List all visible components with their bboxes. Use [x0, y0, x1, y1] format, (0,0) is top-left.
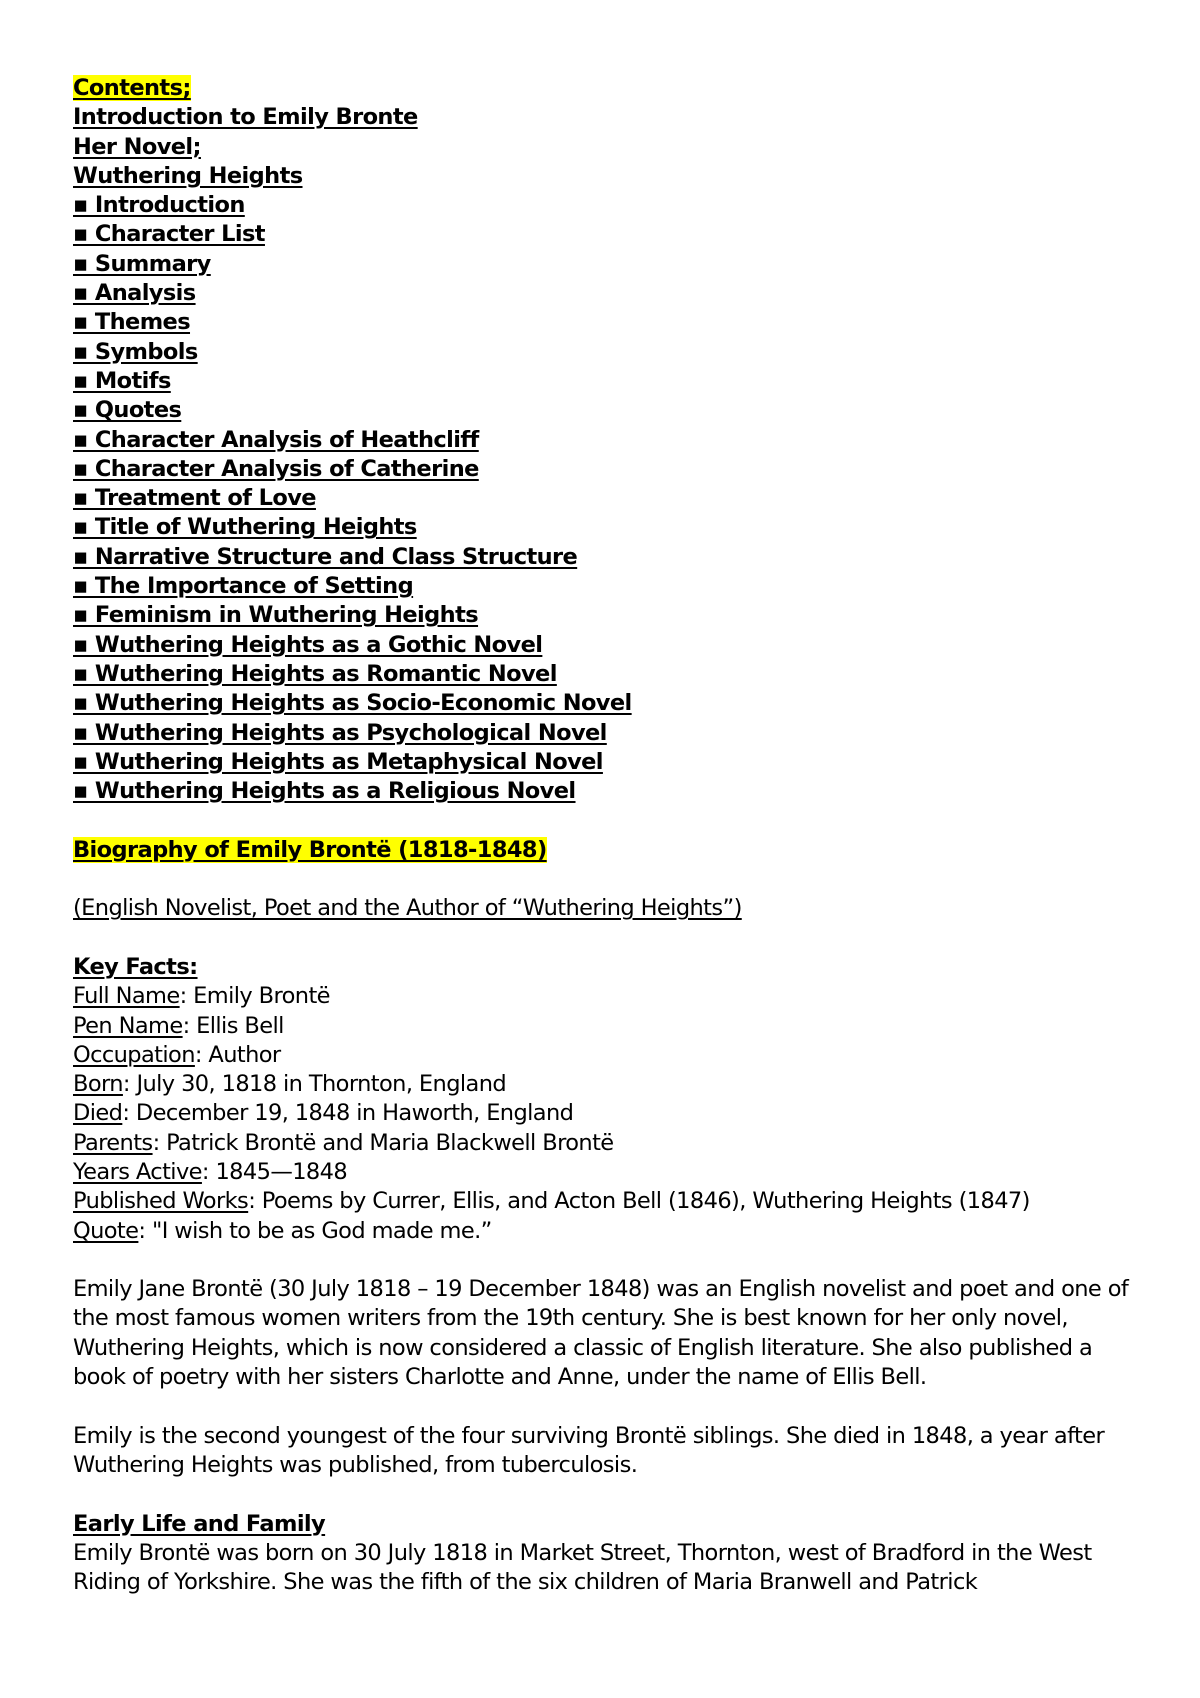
fact-row — [73, 1187, 1133, 1216]
contents-heading-line — [73, 74, 1133, 103]
fact-row — [73, 1158, 1133, 1187]
fact-label: Years Active — [73, 1158, 202, 1185]
fact-value: : Ellis Bell — [182, 1012, 284, 1039]
fact-label: Pen Name — [73, 1012, 183, 1039]
fact-value: : Author — [194, 1041, 281, 1068]
fact-row — [73, 1012, 1133, 1041]
key-facts-heading: Key Facts: — [73, 953, 198, 980]
fact-label: Parents — [73, 1129, 153, 1156]
toc-item[interactable]: ▪ Title of Wuthering Heights — [73, 514, 417, 541]
fact-row — [73, 1041, 1133, 1070]
early-life-paragraph: Emily Brontë was born on 30 July 1818 in Market Street, Thornton, west of Bradford in the West Riding of Yorkshire. She was the fifth of the six children of Maria Branwell and Patrick — [73, 1539, 1092, 1596]
spacer — [73, 806, 1133, 835]
fact-label: Died — [73, 1100, 123, 1127]
key-facts-list — [73, 982, 1133, 1246]
fact-label: Quote — [73, 1217, 139, 1244]
toc-item[interactable]: ▪ Wuthering Heights as Psychological Novel — [73, 719, 607, 746]
contents-heading: Contents; — [73, 75, 191, 101]
toc-item[interactable]: ▪ Wuthering Heights as Socio-Economic Novel — [73, 690, 632, 717]
toc-item[interactable]: ▪ Character List — [73, 221, 265, 248]
toc-item[interactable]: ▪ Themes — [73, 309, 191, 336]
toc-item[interactable]: ▪ The Importance of Setting — [73, 573, 414, 600]
body-paragraph: Emily is the second youngest of the four surviving Brontë siblings. She died in 1848, a year after Wuthering Heights was published, from tuberculosis. — [73, 1422, 1105, 1478]
toc-item[interactable]: ▪ Analysis — [73, 280, 196, 307]
toc-item[interactable]: ▪ Summary — [73, 250, 211, 277]
biography-subtitle: (English Novelist, Poet and the Author of “Wuthering Heights”) — [73, 895, 742, 922]
fact-row — [73, 1070, 1133, 1099]
biography-heading-line — [73, 836, 1133, 865]
spacer — [73, 924, 1133, 953]
toc-item[interactable]: ▪ Quotes — [73, 397, 182, 424]
document-page — [73, 74, 1133, 1597]
toc-item[interactable]: ▪ Narrative Structure and Class Structure — [73, 543, 578, 570]
toc-list — [73, 191, 1133, 806]
fact-value: : Emily Brontë — [179, 983, 330, 1010]
fact-label: Published Works — [73, 1188, 249, 1215]
spacer — [73, 1480, 1133, 1509]
toc-item[interactable]: ▪ Introduction — [73, 192, 245, 219]
fact-label: Full Name — [73, 983, 180, 1010]
spacer — [73, 1246, 1133, 1275]
fact-value: : Patrick Brontë and Maria Blackwell Brontë — [152, 1129, 614, 1156]
toc-item[interactable]: ▪ Character Analysis of Catherine — [73, 455, 479, 482]
body-paragraph: Emily Jane Brontë (30 July 1818 – 19 December 1848) was an English novelist and poet and one of the most famous women writers from the 19th century. She is best known for her only novel, Wuthering Heights, which is now considered a classic of English literature. She also published a book of poetry with her sisters Charlotte and Anne, under the name of Ellis Bell. — [73, 1276, 1129, 1391]
fact-value: : 1845—1848 — [201, 1158, 348, 1185]
fact-label: Born — [73, 1071, 123, 1098]
fact-row — [73, 1099, 1133, 1128]
toc-item[interactable]: ▪ Motifs — [73, 367, 171, 394]
fact-value: : "I wish to be as God made me.” — [138, 1217, 492, 1244]
fact-value: : Poems by Currer, Ellis, and Acton Bell (1846), Wuthering Heights (1847) — [248, 1188, 1030, 1215]
toc-item[interactable]: ▪ Wuthering Heights as Romantic Novel — [73, 660, 557, 687]
toc-item[interactable]: ▪ Feminism in Wuthering Heights — [73, 602, 479, 629]
toc-her-novel-link[interactable]: Her Novel; — [73, 133, 201, 160]
fact-label: Occupation — [73, 1041, 195, 1068]
spacer — [73, 1392, 1133, 1421]
toc-item[interactable]: ▪ Wuthering Heights as Metaphysical Novel — [73, 748, 603, 775]
toc-intro-link[interactable]: Introduction to Emily Bronte — [73, 104, 418, 131]
toc-item[interactable]: ▪ Wuthering Heights as a Religious Novel — [73, 778, 576, 805]
spacer — [73, 865, 1133, 894]
toc-item[interactable]: ▪ Treatment of Love — [73, 485, 316, 512]
early-life-heading: Early Life and Family — [73, 1510, 326, 1537]
fact-row — [73, 982, 1133, 1011]
toc-item[interactable]: ▪ Wuthering Heights as a Gothic Novel — [73, 631, 543, 658]
toc-item[interactable]: ▪ Character Analysis of Heathcliff — [73, 426, 479, 453]
fact-value: : December 19, 1848 in Haworth, England — [122, 1100, 574, 1127]
toc-item[interactable]: ▪ Symbols — [73, 338, 198, 365]
toc-novel-title-link[interactable]: Wuthering Heights — [73, 162, 303, 189]
fact-row — [73, 1129, 1133, 1158]
fact-row — [73, 1217, 1133, 1246]
biography-heading: Biography of Emily Brontë (1818-1848) — [73, 836, 547, 863]
fact-value: : July 30, 1818 in Thornton, England — [122, 1071, 507, 1098]
